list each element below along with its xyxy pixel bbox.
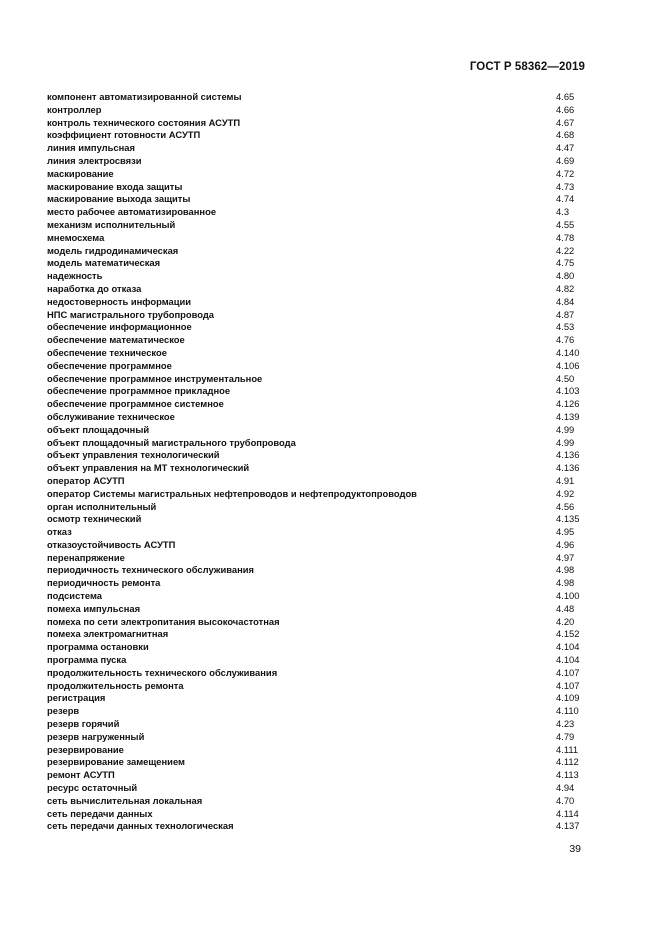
index-term: отказоустойчивость АСУТП — [47, 538, 176, 550]
index-term: компонент автоматизированной системы — [47, 91, 242, 102]
index-reference: 4.53 — [556, 321, 575, 333]
index-term: линия электросвязи — [47, 154, 142, 166]
index-reference: 4.140 — [556, 346, 580, 358]
index-term: ремонт АСУТП — [47, 769, 115, 781]
index-entry — [47, 334, 582, 347]
index-entry — [47, 513, 582, 526]
index-reference: 4.135 — [556, 513, 580, 525]
index-reference: 4.65 — [556, 91, 575, 102]
index-entry — [47, 181, 582, 194]
index-term: оператор Системы магистральных нефтепроводов и нефтепродуктопроводов — [47, 487, 417, 499]
index-term: место рабочее автоматизированное — [47, 206, 217, 218]
index-entry — [47, 360, 582, 373]
index-entry — [47, 756, 582, 769]
index-entry — [47, 91, 582, 104]
index-term: резервирование замещением — [47, 756, 185, 768]
index-reference: 4.48 — [556, 602, 575, 614]
index-term: НПС магистрального трубопровода — [47, 308, 214, 320]
index-entry — [47, 219, 582, 232]
index-entry — [47, 769, 582, 782]
index-reference: 4.82 — [556, 282, 575, 294]
index-entry — [47, 820, 582, 833]
index-entry — [47, 449, 582, 462]
index-term: программа остановки — [47, 641, 149, 653]
index-reference: 4.87 — [556, 308, 575, 320]
index-reference: 4.20 — [556, 615, 575, 627]
index-entry — [47, 257, 582, 270]
index-reference: 4.99 — [556, 436, 575, 448]
index-entry — [47, 808, 582, 821]
index-reference: 4.136 — [556, 462, 580, 474]
index-entry — [47, 385, 582, 398]
index-term: недостоверность информации — [47, 295, 192, 307]
index-entry — [47, 462, 582, 475]
index-entry — [47, 245, 582, 258]
index-entry — [47, 424, 582, 437]
index-entry — [47, 309, 582, 322]
index-reference: 4.107 — [556, 666, 580, 678]
index-reference: 4.22 — [556, 244, 575, 256]
index-reference: 4.99 — [556, 423, 575, 435]
index-entry — [47, 155, 582, 168]
index-entry — [47, 718, 582, 731]
index-reference: 4.136 — [556, 449, 580, 461]
index-entry — [47, 501, 582, 514]
index-term: маскирование входа защиты — [47, 180, 183, 192]
index-entry — [47, 564, 582, 577]
index-entry — [47, 628, 582, 641]
index-reference: 4.104 — [556, 654, 580, 666]
index-term: коэффициент готовности АСУТП — [47, 129, 201, 141]
index-entry — [47, 782, 582, 795]
index-term: резерв горячий — [47, 718, 120, 730]
index-reference: 4.96 — [556, 538, 575, 550]
page-number: 39 — [569, 843, 581, 855]
index-reference: 4.104 — [556, 641, 580, 653]
index-reference: 4.74 — [556, 193, 575, 205]
index-entry — [47, 603, 582, 616]
index-reference: 4.107 — [556, 679, 580, 691]
index-entry — [47, 437, 582, 450]
index-entry — [47, 654, 582, 667]
index-reference: 4.50 — [556, 372, 575, 384]
index-term: контроллер — [47, 103, 102, 115]
index-term: мнемосхема — [47, 231, 105, 243]
index-term: периодичность технического обслуживания — [47, 564, 254, 576]
index-entry — [47, 667, 582, 680]
index-reference: 4.55 — [556, 218, 575, 230]
index-entry — [47, 641, 582, 654]
index-term: программа пуска — [47, 654, 127, 666]
index-term: помеха электромагнитная — [47, 628, 169, 640]
index-reference: 4.70 — [556, 794, 575, 806]
index-reference: 4.75 — [556, 257, 575, 269]
index-reference: 4.110 — [556, 705, 579, 717]
index-reference: 4.72 — [556, 167, 575, 179]
index-reference: 4.137 — [556, 820, 580, 832]
index-term: сеть передачи данных — [47, 807, 153, 819]
index-term: продолжительность технического обслуживания — [47, 666, 278, 678]
index-term: продолжительность ремонта — [47, 679, 184, 691]
index-term: резерв — [47, 705, 80, 717]
index-reference: 4.56 — [556, 500, 575, 512]
index-reference: 4.80 — [556, 270, 575, 282]
index-reference: 4.112 — [556, 756, 579, 768]
index-entry — [47, 795, 582, 808]
index-reference: 4.152 — [556, 628, 580, 640]
index-reference: 4.47 — [556, 142, 575, 154]
index-reference: 4.76 — [556, 334, 575, 346]
index-entry — [47, 168, 582, 181]
index-term: обеспечение программное прикладное — [47, 385, 231, 397]
index-entry — [47, 398, 582, 411]
index-reference: 4.95 — [556, 526, 575, 538]
index-entry — [47, 232, 582, 245]
index-term: обеспечение техническое — [47, 346, 167, 358]
index-entry — [47, 539, 582, 552]
index-term: резерв нагруженный — [47, 730, 145, 742]
index-reference: 4.66 — [556, 103, 575, 115]
index-term: обеспечение информационное — [47, 321, 192, 333]
index-entry — [47, 705, 582, 718]
index-entry — [47, 488, 582, 501]
index-term: маскирование — [47, 167, 114, 179]
index-entry — [47, 590, 582, 603]
index-term: обеспечение программное инструментальное — [47, 372, 263, 384]
index-reference: 4.94 — [556, 782, 575, 794]
index-term: осмотр технический — [47, 513, 142, 525]
index-entry — [47, 142, 582, 155]
index-reference: 4.103 — [556, 385, 580, 397]
index-reference: 4.67 — [556, 116, 575, 128]
document-standard-header: ГОСТ Р 58362—2019 — [469, 61, 585, 73]
index-reference: 4.91 — [556, 474, 575, 486]
index-term: объект площадочный — [47, 423, 150, 435]
index-term: перенапряжение — [47, 551, 125, 563]
index-entry — [47, 270, 582, 283]
index-term: помеха по сети электропитания высокочастотная — [47, 615, 280, 627]
index-reference: 4.73 — [556, 180, 575, 192]
index-term: обслуживание техническое — [47, 410, 175, 422]
index-term: оператор АСУТП — [47, 474, 125, 486]
index-term: регистрация — [47, 692, 106, 704]
index-reference: 4.68 — [556, 129, 575, 141]
index-term: объект управления технологический — [47, 449, 220, 461]
index-entry — [47, 616, 582, 629]
index-term: наработка до отказа — [47, 282, 142, 294]
index-entry — [47, 411, 582, 424]
index-reference: 4.106 — [556, 359, 580, 371]
index-reference: 4.97 — [556, 551, 575, 563]
index-reference: 4.98 — [556, 577, 575, 589]
index-term: контроль технического состояния АСУТП — [47, 116, 241, 128]
index-entry — [47, 321, 582, 334]
index-term: обеспечение программное — [47, 359, 172, 371]
index-entry — [47, 526, 582, 539]
index-reference: 4.126 — [556, 398, 580, 410]
index-term: модель гидродинамическая — [47, 244, 179, 256]
index-entry — [47, 692, 582, 705]
index-term: линия импульсная — [47, 142, 135, 154]
index-entry — [47, 475, 582, 488]
index-reference: 4.114 — [556, 807, 579, 819]
index-entry — [47, 283, 582, 296]
index-reference: 4.79 — [556, 730, 575, 742]
index-reference: 4.100 — [556, 590, 580, 602]
index-entry — [47, 347, 582, 360]
index-term: объект управления на МТ технологический — [47, 462, 250, 474]
index-term: модель математическая — [47, 257, 161, 269]
index-term: ресурс остаточный — [47, 782, 138, 794]
index-entry — [47, 744, 582, 757]
index-entry — [47, 206, 582, 219]
index-entry — [47, 731, 582, 744]
index-reference: 4.78 — [556, 231, 575, 243]
index-entry — [47, 129, 582, 142]
index-reference: 4.23 — [556, 718, 575, 730]
index-term: отказ — [47, 526, 72, 538]
index-entry — [47, 552, 582, 565]
index-entry — [47, 577, 582, 590]
index-term: сеть вычислительная локальная — [47, 794, 203, 806]
index-reference: 4.109 — [556, 692, 580, 704]
index-reference: 4.92 — [556, 487, 575, 499]
term-index-list — [47, 91, 582, 833]
index-term: обеспечение программное системное — [47, 398, 224, 410]
index-term: резервирование — [47, 743, 124, 755]
index-term: сеть передачи данных технологическая — [47, 820, 234, 832]
index-term: обеспечение математическое — [47, 334, 185, 346]
index-reference: 4.139 — [556, 410, 580, 422]
index-entry — [47, 104, 582, 117]
index-term: периодичность ремонта — [47, 577, 161, 589]
index-reference: 4.98 — [556, 564, 575, 576]
index-entry — [47, 117, 582, 130]
index-reference: 4.69 — [556, 154, 575, 166]
index-term: маскирование выхода защиты — [47, 193, 191, 205]
index-reference: 4.113 — [556, 769, 579, 781]
index-term: помеха импульсная — [47, 602, 141, 614]
index-reference: 4.84 — [556, 295, 575, 307]
index-entry — [47, 296, 582, 309]
index-reference: 4.111 — [556, 743, 579, 755]
index-term: объект площадочный магистрального трубопровода — [47, 436, 296, 448]
index-term: механизм исполнительный — [47, 218, 176, 230]
index-term: подсистема — [47, 590, 102, 602]
index-reference: 4.3 — [556, 206, 570, 218]
index-entry — [47, 373, 582, 386]
index-term: орган исполнительный — [47, 500, 157, 512]
index-entry — [47, 680, 582, 693]
index-entry — [47, 193, 582, 206]
index-term: надежность — [47, 270, 103, 282]
